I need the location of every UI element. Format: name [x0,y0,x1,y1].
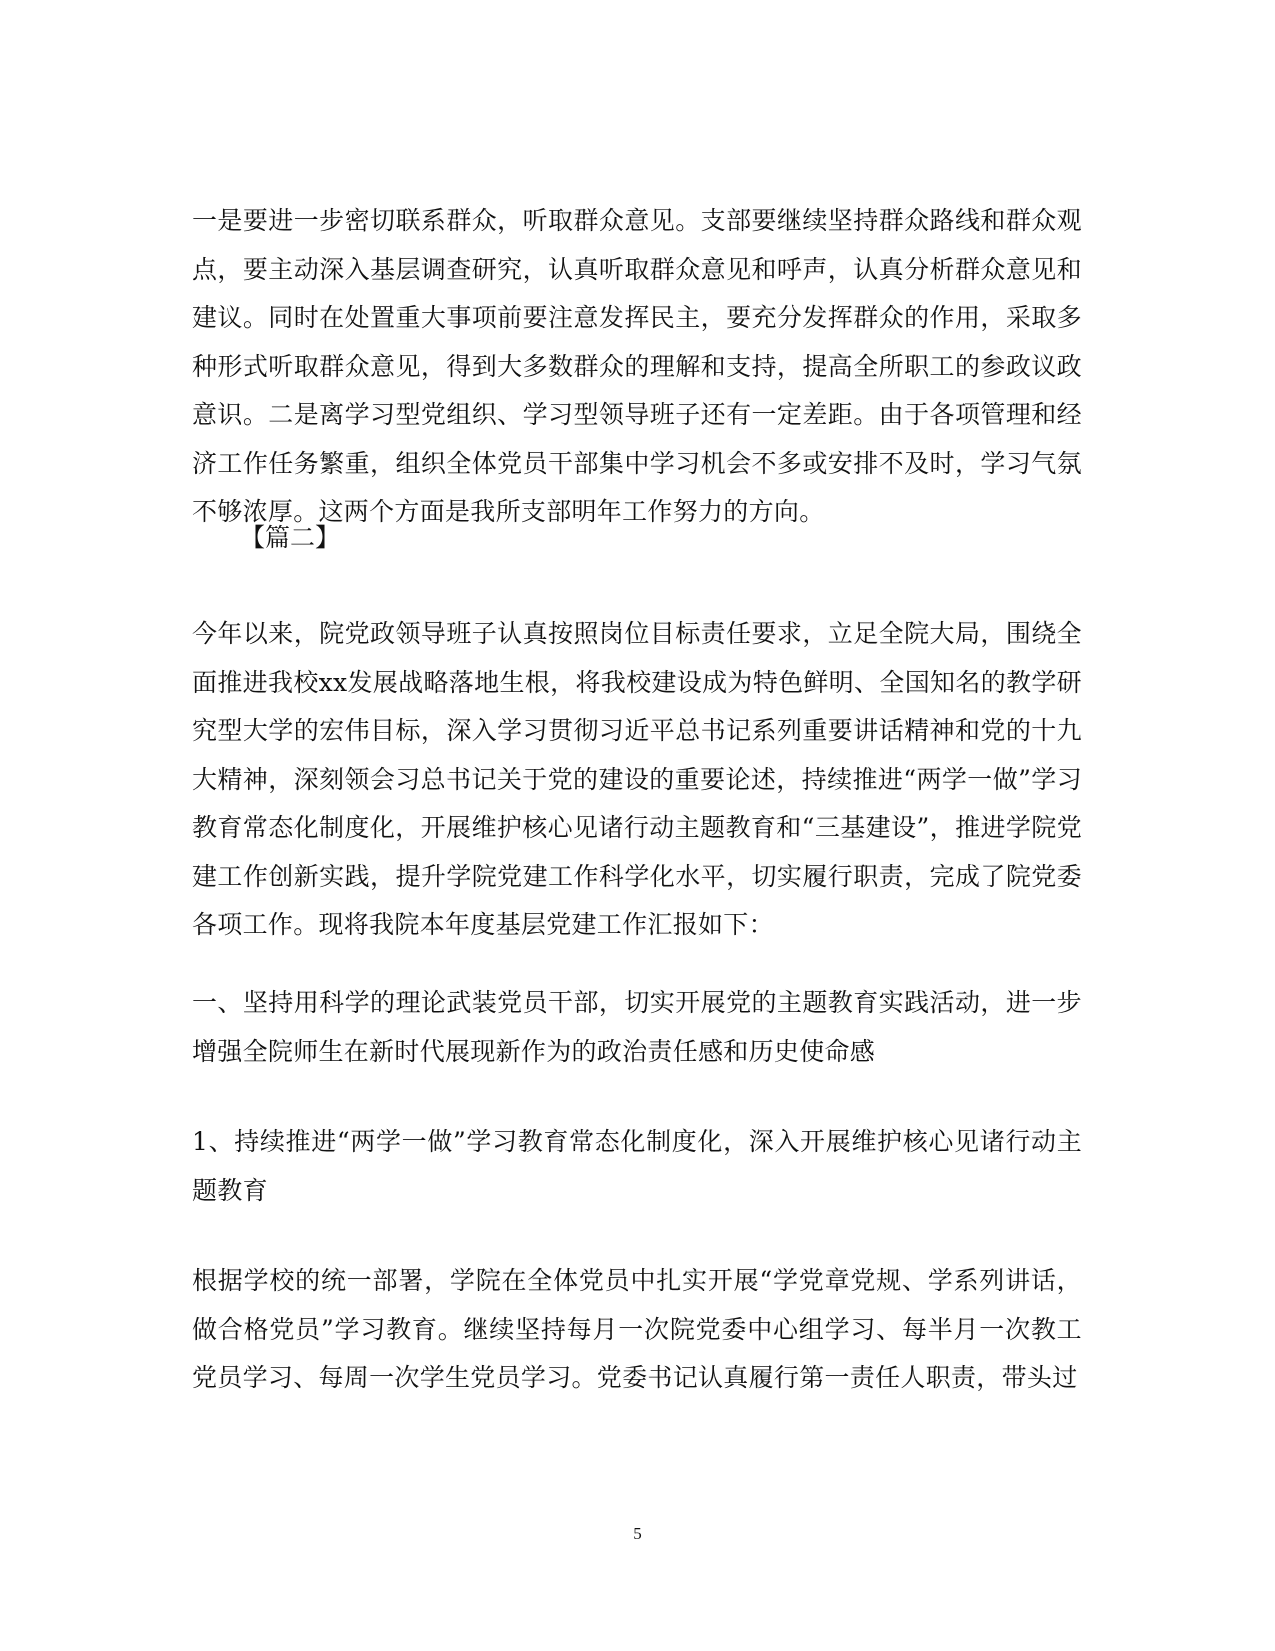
subsection-heading-1: 1、持续推进“两学一做”学习教育常态化制度化，深入开展维护核心见诸行动主题教育 [192,1127,1082,1205]
paragraph-study-education: 根据学校的统一部署，学院在全体党员中扎实开展“学党章党规、学系列讲话，做合格党员”学习教育。继续坚持每月一次院党委中心组学习、每半月一次教工党员学习、每周一次学生党员学习。党委书记认真履行第一责任人职责，带头过 [192,1266,1082,1392]
paragraph-feedback-improvement: 一是要进一步密切联系群众，听取群众意见。支部要继续坚持群众路线和群众观点，要主动深入基层调查研究，认真听取群众意见和呼声，认真分析群众意见和建议。同时在处置重大事项前要注意发挥民主，要充分发挥群众的作用，采取多种形式听取群众意见，得到大多数群众的理解和支持，提高全所职工的参政议政意识。二是离学习型党组织、学习型领导班子还有一定差距。由于各项管理和经济工作任务繁重，组织全体党员干部集中学习机会不多或安排不及时，学习气氛不够浓厚。这两个方面是我所支部明年工作努力的方向。 [192,206,1082,526]
page-number: 5 [633,1524,642,1543]
section-heading-one: 一、坚持用科学的理论武装党员干部，切实开展党的主题教育实践活动，进一步增强全院师生在新时代展现新作为的政治责任感和历史使命感 [192,988,1082,1066]
section-heading-part-two: 【篇二】 [240,523,341,552]
paragraph-annual-overview: 今年以来，院党政领导班子认真按照岗位目标责任要求，立足全院大局，围绕全面推进我校xx发展战略落地生根，将我校建设成为特色鲜明、全国知名的教学研究型大学的宏伟目标，深入学习贯彻习近平总书记系列重要讲话精神和党的十九大精神，深刻领会习总书记关于党的建设的重要论述，持续推进“两学一做”学习教育常态化制度化，开展维护核心见诸行动主题教育和“三基建设”，推进学院党建工作创新实践，提升学院党建工作科学化水平，切实履行职责，完成了院党委各项工作。现将我院本年度基层党建工作汇报如下： [192,619,1082,939]
